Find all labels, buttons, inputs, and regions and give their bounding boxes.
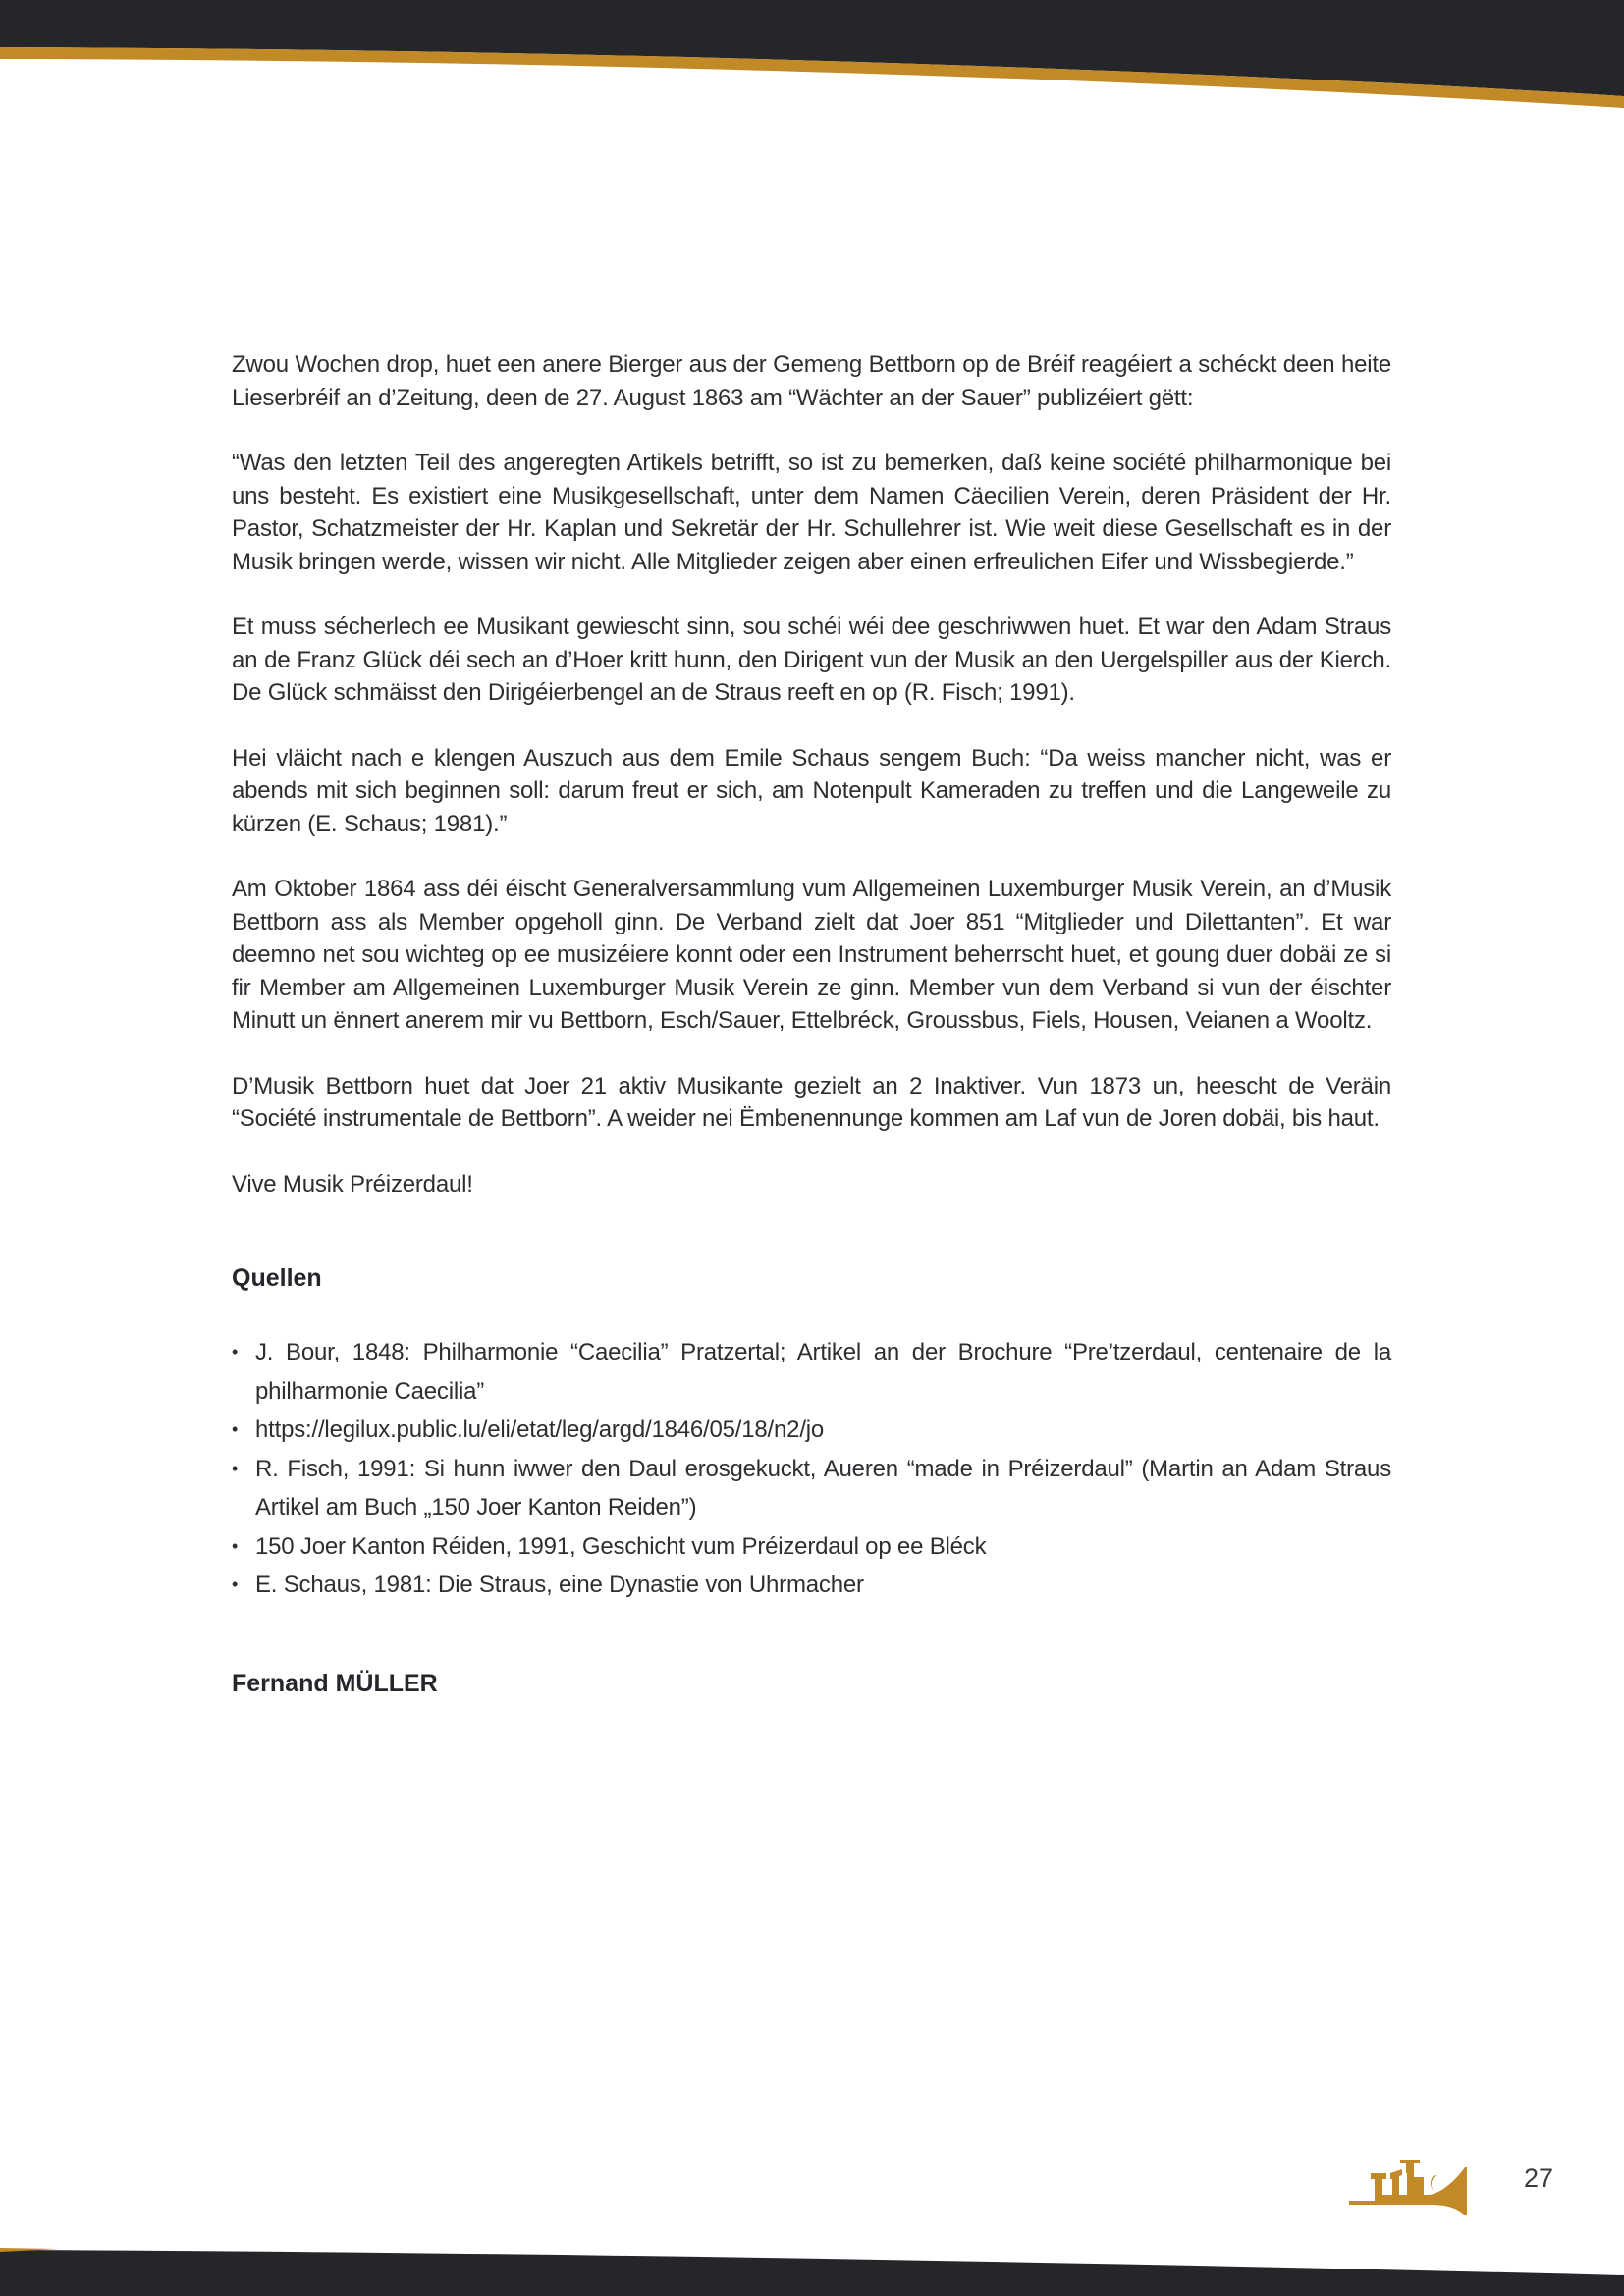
paragraph-musicians-count: D’Musik Bettborn huet dat Joer 21 aktiv Musikante gezielt an 2 Inaktiver. Vun 1873 un, heescht de Veräin “Société instrumentale de Bettborn”. A weider nei Ëmbenennunge kommen am Laf vun de Joren dobäi, bis haut. bbox=[232, 1072, 1391, 1132]
paragraph-musician-dispute: Et muss sécherlech ee Musikant gewiescht sinn, sou schéi wéi dee geschriwwen huet. Et war den Adam Straus an de Franz Glück déi sech an d’Hoer kritt hunn, den Dirigent vun der Musik an den Uergelspiller aus der Kierch. De Glück schmäisst den Dirigéierbengel an de Straus reeft en op (R. Fisch; 1991). bbox=[232, 614, 1391, 706]
source-item bbox=[232, 1566, 1391, 1605]
article-content bbox=[232, 348, 1391, 1699]
source-item bbox=[232, 1450, 1391, 1527]
village-trumpet-logo-icon bbox=[1345, 2150, 1483, 2218]
header-decorative-band bbox=[0, 0, 1624, 113]
source-link[interactable]: https://legilux.public.lu/eli/etat/leg/argd/1846/05/18/n2/jo bbox=[255, 1416, 825, 1443]
bullet-icon: • bbox=[232, 1535, 239, 1556]
source-item bbox=[232, 1411, 1391, 1450]
footer-decorative-band bbox=[0, 2228, 1624, 2296]
bullet-icon: • bbox=[232, 1575, 239, 1594]
paragraph-schaus-excerpt: Hei vläicht nach e klengen Auszuch aus dem Emile Schaus sengem Buch: “Da weiss mancher nicht, was er abends mit sich beginnen soll: darum freut er sich, am Notenpult Kameraden zu treffen und die Langeweile zu kürzen (E. Schaus; 1981).” bbox=[232, 744, 1391, 837]
source-text: 150 Joer Kanton Réiden, 1991, Geschicht vum Préizerdaul op ee Bléck bbox=[255, 1532, 987, 1560]
footer-dark-shape bbox=[0, 2250, 1624, 2296]
source-item bbox=[232, 1333, 1391, 1411]
bullet-icon: • bbox=[232, 1342, 239, 1362]
author-name: Fernand MÜLLER bbox=[232, 1669, 438, 1697]
paragraph-closing-cheer: Vive Musik Préizerdaul! bbox=[232, 1170, 473, 1198]
header-dark-shape bbox=[0, 0, 1624, 96]
source-text: J. Bour, 1848: Philharmonie “Caecilia” Pratzertal; Artikel an der Brochure “Pre’tzerdaul, centenaire de la philharmonie Caecilia” bbox=[255, 1339, 1391, 1405]
page-footer bbox=[1345, 2150, 1600, 2218]
paragraph-general-assembly: Am Oktober 1864 ass déi éischt Generalversammlung vum Allgemeinen Luxemburger Musik Verein, an d’Musik Bettborn ass als Member opgeholl ginn. De Verband zielt dat Joer 851 “Mitglieder und Dilettanten”. Et war deemno net sou wichteg op ee musizéiere konnt oder een Instrument beherrscht huet, et goung duer dobäi ze si fir Member am Allgemeinen Luxemburger Musik Verein ze ginn. Member vun dem Verband si vun der éischter Minutt un ënnert anerem mir vu Bettborn, Esch/Sauer, Ettelbréck, Groussbus, Fiels, Housen, Veianen a Wooltz. bbox=[232, 876, 1391, 1034]
paragraph-letter-intro: Zwou Wochen drop, huet een anere Bierger aus der Gemeng Bettborn op de Bréif reagéiert a schéckt deen heite Lieserbréif an d’Zeitung, deen de 27. August 1863 am “Wächter an der Sauer” publizéiert gëtt: bbox=[232, 351, 1391, 411]
bullet-icon: • bbox=[232, 1419, 239, 1439]
source-text: E. Schaus, 1981: Die Straus, eine Dynastie von Uhrmacher bbox=[255, 1572, 864, 1598]
source-text: R. Fisch, 1991: Si hunn iwwer den Daul erosgekuckt, Aueren “made in Préizerdaul” (Martin an Adam Straus Artikel am Buch „150 Joer Kanton Reiden”) bbox=[255, 1455, 1391, 1521]
page-number: 27 bbox=[1524, 2163, 1554, 2193]
bullet-icon: • bbox=[232, 1458, 239, 1478]
sources-list bbox=[232, 1333, 1391, 1605]
sources-heading: Quellen bbox=[232, 1264, 322, 1292]
source-item bbox=[232, 1527, 1391, 1567]
paragraph-quoted-letter: “Was den letzten Teil des angeregten Artikels betrifft, so ist zu bemerken, daß keine société philharmonique bei uns besteht. Es existiert eine Musikgesellschaft, unter dem Namen Cäecilien Verein, deren Präsident der Hr. Pastor, Schatzmeister der Hr. Kaplan und Sekretär der Hr. Schullehrer ist. Wie weit diese Gesellschaft es in der Musik bringen werde, wissen wir nicht. Alle Mitglieder zeigen aber einen erfreulichen Eifer und Wissbegierde.” bbox=[232, 450, 1391, 575]
